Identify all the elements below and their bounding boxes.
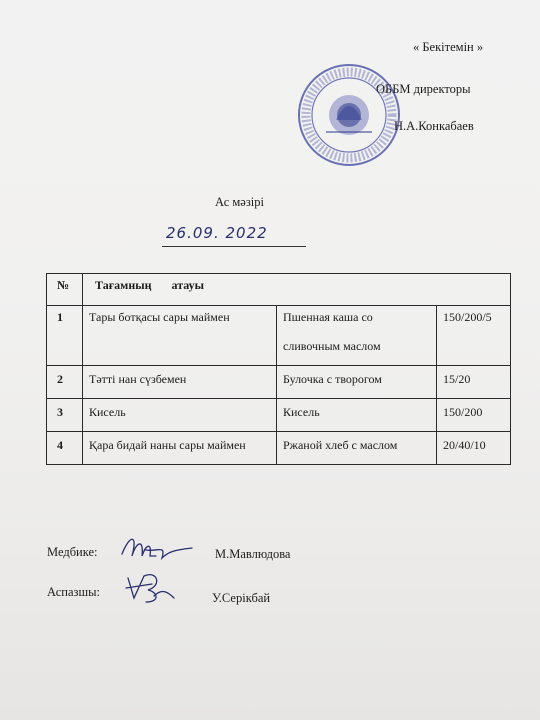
header-name-word2: атауы [171,278,205,292]
menu-table [46,273,511,465]
nurse-signature [116,530,196,566]
header-dish-name [83,274,511,306]
table-row [47,366,511,399]
dish-kazakh: Қара бидай наны сары маймен [83,432,277,465]
row-number: 1 [47,306,83,366]
table-row [47,306,511,366]
portion: 20/40/10 [437,432,511,465]
cook-name: У.Серікбай [212,591,271,605]
row-number: 4 [47,432,83,465]
date-underline [162,246,306,247]
round-stamp [296,62,402,168]
dish-russian: Булочка с творогом [277,366,437,399]
dish-russian: Ржаной хлеб с маслом [277,432,437,465]
approval-heading: « Бекітемін » [413,40,484,54]
dish-kazakh: Тәтті нан сүзбемен [83,366,277,399]
dish-russian-line1: Пшенная каша со [283,310,373,324]
nurse-name: М.Мавлюдова [215,547,291,561]
nurse-label: Медбике: [47,545,98,559]
document-title: Ас мәзірі [215,195,264,209]
table-row [47,399,511,432]
row-number: 3 [47,399,83,432]
portion: 150/200/5 [437,306,511,366]
dish-kazakh: Тары ботқасы сары маймен [83,306,277,366]
dish-russian-line2: сливочным маслом [283,339,381,353]
table-row [47,432,511,465]
table-header-row [47,274,511,306]
dish-russian [277,306,437,366]
row-number: 2 [47,366,83,399]
cook-signature [118,568,180,608]
director-name: Н.А.Конкабаев [394,119,474,133]
portion: 15/20 [437,366,511,399]
dish-kazakh: Кисель [83,399,277,432]
dish-russian: Кисель [277,399,437,432]
header-name-word1: Тағамның [95,278,152,292]
cook-label: Аспазшы: [47,585,100,599]
header-number: № [47,274,83,306]
director-title: ОББМ директоры [376,82,471,96]
portion: 150/200 [437,399,511,432]
handwritten-date: 26.09. 2022 [166,224,268,242]
